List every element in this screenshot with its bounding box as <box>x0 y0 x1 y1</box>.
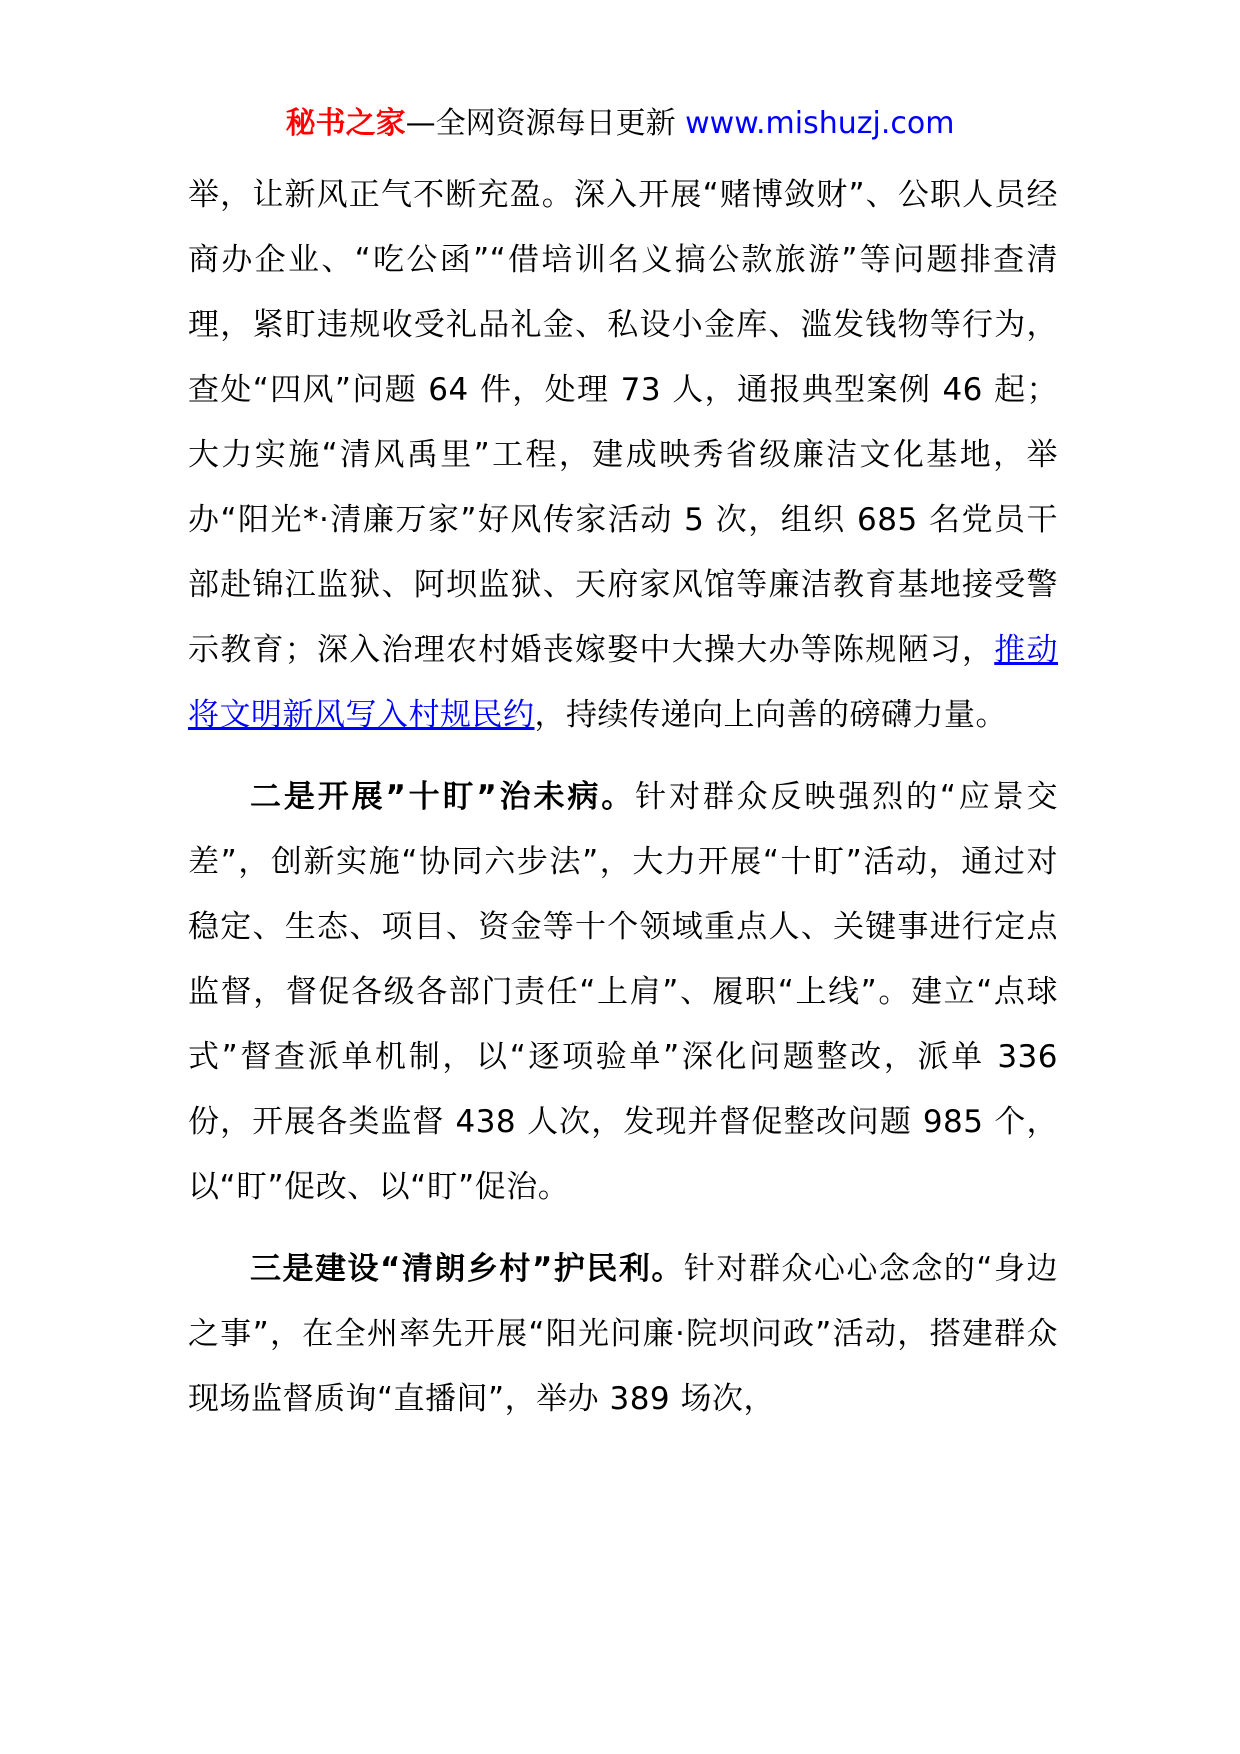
paragraph-1-text-end: ，持续传递向上向善的磅礴力量。 <box>534 697 1007 733</box>
paragraph-2 <box>188 765 1058 1220</box>
paragraph-2-text: 针对群众反映强烈的“应景交差”，创新实施“协同六步法”，大力开展“十盯”活动，通过对稳定、生态、项目、资金等十个领域重点人、关键事进行定点监督，督促各级各部门责任“上肩”、履职“上线”。建立“点球式”督查派单机制，以“逐项验单”深化问题整改，派单 336 份，开展各类监督 438 人次，发现并督促整改问题 985 个，以“盯”促改、以“盯”促治。 <box>188 779 1058 1205</box>
header-tagline: —全网资源每日更新 <box>405 106 686 141</box>
paragraph-3 <box>188 1237 1058 1432</box>
brand-name: 秘书之家 <box>285 106 406 141</box>
paragraph-1 <box>188 163 1058 748</box>
paragraph-3-text: 针对群众心心念念的“身边之事”，在全州率先开展“阳光问廉·院坝问政”活动，搭建群众现场监督质询“直播间”，举办 389 场次， <box>188 1251 1059 1417</box>
site-url-link[interactable]: www.mishuzj.com <box>685 106 955 141</box>
paragraph-3-lead: 三是建设“清朗乡村”护民利。 <box>250 1251 684 1287</box>
document-body <box>188 163 1058 1449</box>
village-rules-link[interactable]: 推动将文明新风写入村规民约 <box>188 632 1058 733</box>
paragraph-1-text: 举，让新风正气不断充盈。深入开展“赌博敛财”、公职人员经商办企业、“吃公函”“借培训名义搞公款旅游”等问题排查清理，紧盯违规收受礼品礼金、私设小金库、滥发钱物等行为，查处“四风”问题 64 件，处理 73 人，通报典型案例 46 起；大力实施“清风禹里”工程，建成映秀省级廉洁文化基地，举办“阳光*·清廉万家”好风传家活动 5 次，组织 685 名党员干部赴锦江监狱、阿坝监狱、天府家风馆等廉洁教育基地接受警示教育；深入治理农村婚丧嫁娶中大操大办等陈规陋习， <box>188 177 1058 668</box>
paragraph-2-lead: 二是开展”十盯”治未病。 <box>250 779 636 815</box>
page-header <box>0 100 1240 148</box>
